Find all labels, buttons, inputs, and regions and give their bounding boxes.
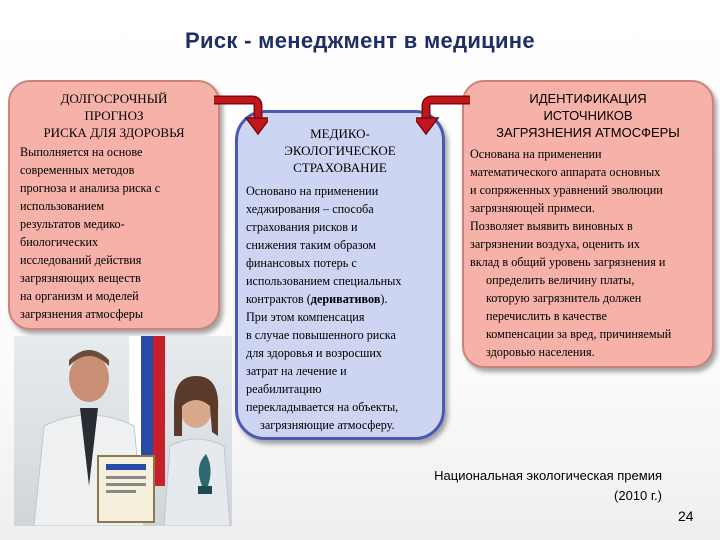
body-line: загрязняющие атмосферу. bbox=[260, 418, 395, 432]
body-line: здоровью населения. bbox=[486, 345, 595, 359]
body-line: в случае повышенного риска bbox=[246, 328, 396, 342]
body-line: реабилитацию bbox=[246, 382, 322, 396]
body-line: финансовых потерь с bbox=[246, 256, 357, 270]
long-term-forecast-body bbox=[10, 141, 218, 323]
body-line: результатов медико- bbox=[20, 217, 125, 231]
derivatives-term: деривативов bbox=[310, 292, 381, 306]
body-line: и сопряженных уравнений эволюции bbox=[470, 183, 663, 197]
body-line: которую загрязнитель должен bbox=[486, 291, 642, 305]
right-curved-arrow-icon bbox=[416, 90, 472, 136]
title-line: ПРОГНОЗ bbox=[84, 108, 144, 123]
body-line: математического аппарата основных bbox=[470, 165, 661, 179]
body-line: При этом компенсация bbox=[246, 310, 365, 324]
body-line: для здоровья и возросших bbox=[246, 346, 383, 360]
body-line: загрязняющей примеси. bbox=[470, 201, 595, 215]
derivatives-line bbox=[246, 290, 436, 308]
body-line: современных методов bbox=[20, 163, 135, 177]
body-line: хеджирования – способа bbox=[246, 202, 374, 216]
title-line: ИСТОЧНИКОВ bbox=[543, 108, 633, 123]
title-line: РИСКА ДЛЯ ЗДОРОВЬЯ bbox=[43, 125, 185, 140]
body-line: Позволяет выявить виновных в bbox=[470, 219, 633, 233]
body-line: перечислить в качестве bbox=[486, 309, 607, 323]
long-term-forecast-title bbox=[10, 82, 218, 141]
derivatives-prefix: контрактов ( bbox=[246, 292, 311, 306]
pollution-source-identification-title bbox=[464, 82, 712, 141]
body-line: перекладывается на объекты, bbox=[246, 400, 399, 414]
body-line: страхования рисков и bbox=[246, 220, 358, 234]
body-line: использованием bbox=[20, 199, 105, 213]
body-line: использованием специальных bbox=[246, 274, 402, 288]
left-curved-arrow-icon bbox=[212, 90, 268, 136]
title-line: МЕДИКО- bbox=[310, 126, 370, 141]
body-line: биологических bbox=[20, 235, 99, 249]
body-line: определить величину платы, bbox=[486, 273, 635, 287]
award-name: Национальная экологическая премия bbox=[434, 468, 662, 483]
award-ceremony-photo bbox=[14, 336, 232, 526]
title-line: ЭКОЛОГИЧЕСКОЕ bbox=[284, 143, 396, 158]
award-photo-illustration bbox=[14, 336, 232, 526]
body-line: исследований действия bbox=[20, 253, 142, 267]
medical-ecological-insurance-box bbox=[235, 110, 445, 440]
body-line: загрязнения атмосферы bbox=[20, 307, 144, 321]
body-line: прогноза и анализа риска с bbox=[20, 181, 161, 195]
medical-ecological-insurance-title bbox=[238, 113, 442, 176]
title-line: СТРАХОВАНИЕ bbox=[293, 160, 387, 175]
body-line: загрязняющих веществ bbox=[20, 271, 141, 285]
derivatives-suffix: ). bbox=[380, 292, 388, 306]
award-caption bbox=[352, 466, 662, 506]
body-line: загрязнении воздуха, оценить их bbox=[470, 237, 640, 251]
pollution-source-identification-body bbox=[464, 141, 712, 361]
body-line: Основано на применении bbox=[246, 184, 379, 198]
body-line: снижения таким образом bbox=[246, 238, 377, 252]
page-number: 24 bbox=[678, 508, 694, 524]
body-line: компенсации за вред, причиняемый bbox=[486, 327, 672, 341]
body-line: Выполняется на основе bbox=[20, 145, 143, 159]
pollution-source-identification-box bbox=[462, 80, 714, 368]
long-term-forecast-box bbox=[8, 80, 220, 330]
title-line: ЗАГРЯЗНЕНИЯ АТМОСФЕРЫ bbox=[496, 125, 680, 140]
body-line: Основана на применении bbox=[470, 147, 602, 161]
body-line: затрат на лечение и bbox=[246, 364, 347, 378]
body-line: вклад в общий уровень загрязнения и bbox=[470, 255, 666, 269]
medical-ecological-insurance-body bbox=[238, 176, 442, 434]
title-line: ИДЕНТИФИКАЦИЯ bbox=[529, 91, 647, 106]
title-line: ДОЛГОСРОЧНЫЙ bbox=[60, 91, 168, 106]
body-line: на организм и моделей bbox=[20, 289, 139, 303]
award-year: (2010 г.) bbox=[614, 488, 662, 503]
slide-title: Риск - менеджмент в медицине bbox=[185, 28, 535, 53]
